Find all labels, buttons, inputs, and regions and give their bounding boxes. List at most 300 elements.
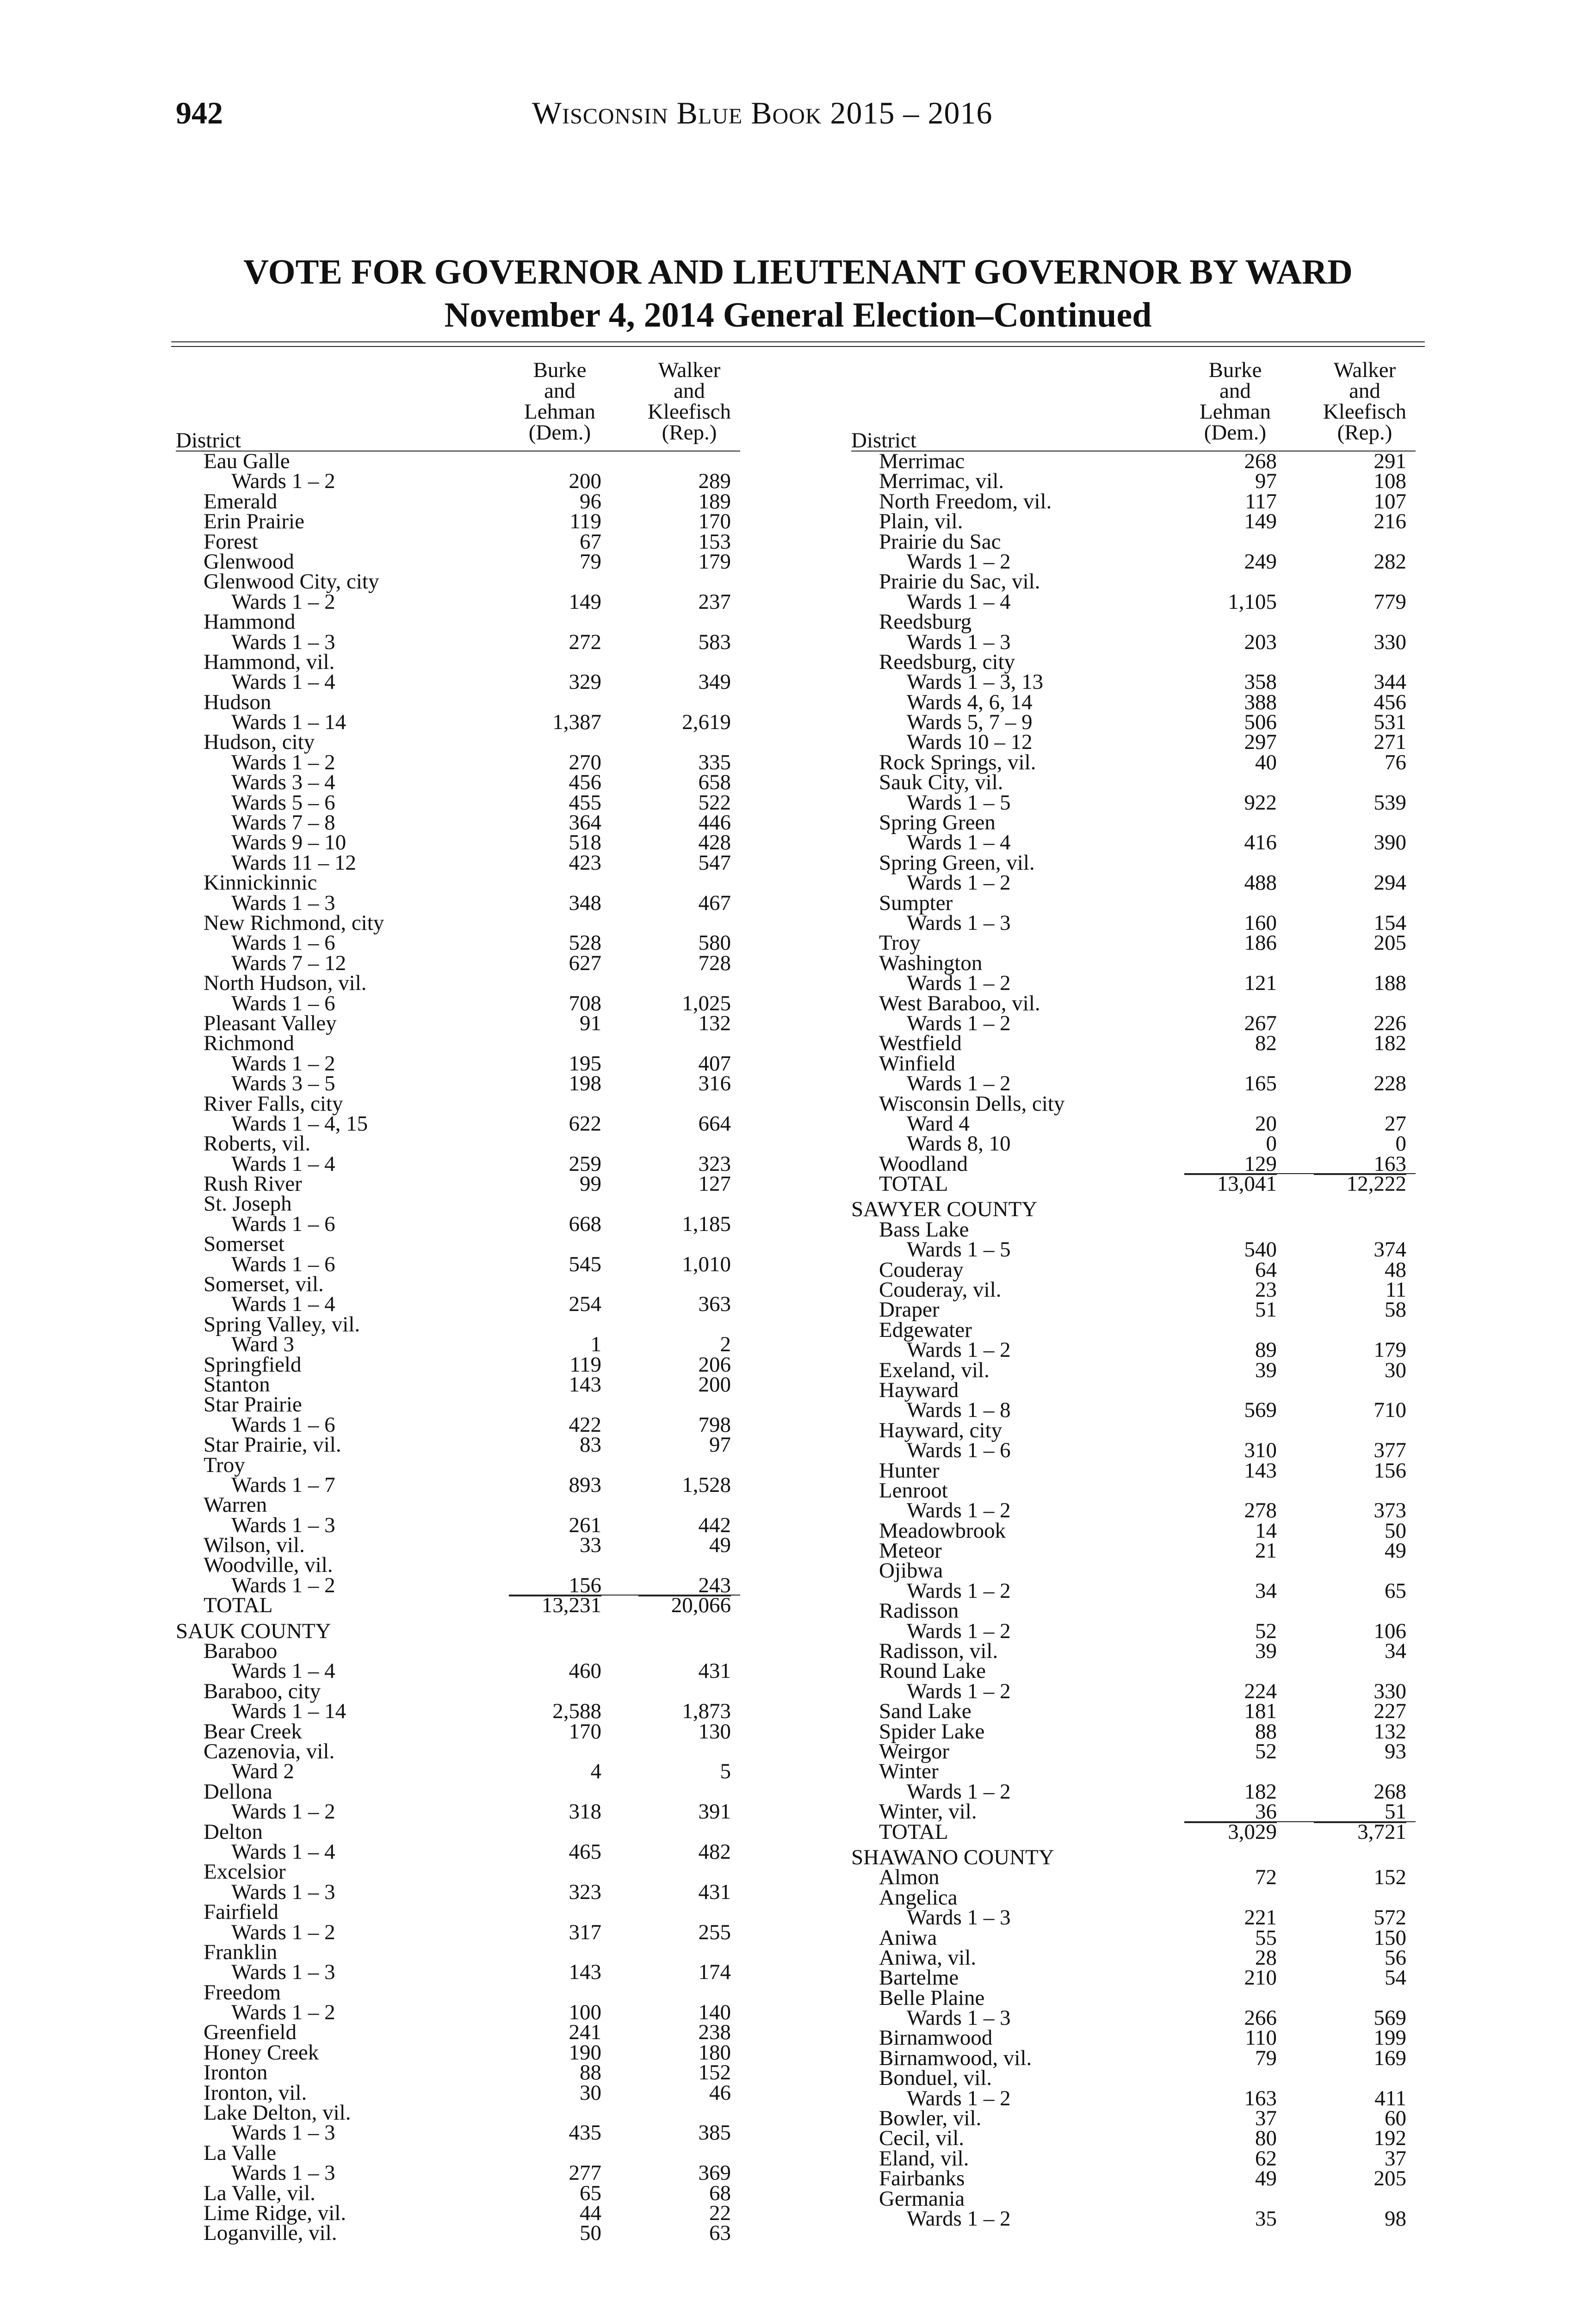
table-row [176,2020,763,2045]
district-name: Hammond, vil. [204,649,335,674]
rep-header-line: Kleefisch [1323,400,1407,424]
district-name: Wards 1 – 2 [907,1338,1011,1362]
dem-votes: 317 [569,1920,601,1944]
rep-votes: 369 [698,2161,731,2185]
district-name: Wisconsin Dells, city [879,1091,1065,1116]
district-heading [851,649,1439,674]
district-name: TOTAL [879,1172,948,1196]
district-name: Birnamwood [879,2026,993,2050]
district-name: Aniwa [879,1925,937,1950]
rep-votes: 243 [638,1576,731,1596]
table-row [851,509,1439,534]
rep-votes: 60 [1385,2106,1406,2131]
table-row [851,790,1439,815]
left-rows [176,451,763,2244]
district-name: Wards 1 – 5 [907,1237,1011,1262]
table-row [851,971,1439,996]
dem-votes: 44 [580,2201,601,2225]
district-name: Radisson, vil. [879,1639,998,1664]
district-name: Bowler, vil. [879,2106,982,2131]
district-name: Troy [879,931,921,955]
table-row [176,810,763,835]
rep-votes: 152 [698,2060,731,2085]
district-name: Sauk City, vil. [879,770,1003,795]
dem-votes: 261 [569,1513,601,1537]
rep-votes: 237 [698,589,731,614]
district-name: Kinnickinnic [204,871,317,895]
district-heading [851,893,1439,913]
district-name: Couderay [879,1257,964,1282]
rep-votes: 152 [1373,1865,1406,1890]
rep-votes: 2,619 [682,710,731,735]
dem-votes: 119 [569,509,601,534]
district-name: Glenwood City, city [204,569,379,594]
district-header: District [176,428,241,452]
rep-votes: 156 [1373,1458,1406,1483]
table-row [851,1621,1439,1641]
district-name: Meteor [879,1539,942,1563]
rep-votes: 227 [1373,1699,1406,1724]
dem-header [509,360,611,443]
total-row [176,1593,763,1618]
table-row [176,1372,763,1397]
dem-votes: 52 [1255,1739,1277,1763]
rep-votes: 48 [1385,1257,1406,1282]
table-row [851,1739,1439,1763]
dem-votes: 1,105 [1228,589,1277,614]
district-name: Wards 1 – 7 [231,1472,335,1497]
district-name: Spring Green, vil. [879,850,1035,875]
rep-votes: 140 [698,2000,731,2025]
district-heading [176,1819,763,1844]
dem-header-line: Burke [1208,358,1262,382]
dem-votes: 3,029 [1228,1819,1277,1844]
rep-votes: 583 [698,630,731,654]
district-name: Sand Lake [879,1699,971,1724]
rep-votes: 2 [720,1332,731,1357]
rep-votes: 569 [1373,2006,1406,2030]
dem-votes: 67 [580,529,601,554]
dem-votes: 62 [1255,2146,1277,2171]
table-row [176,933,763,953]
total-row [851,1819,1439,1844]
table-row [176,1759,763,1784]
dem-votes: 96 [580,489,601,513]
district-name: Bonduel, vil. [879,2066,992,2090]
rep-header [638,360,740,443]
district-name: Dellona [204,1779,272,1804]
title-rule-bottom [171,346,1425,347]
district-name: Spider Lake [879,1719,985,1744]
table-row [176,770,763,795]
district-name: Wards 1 – 3 [231,1513,335,1537]
rep-votes: 199 [1373,2026,1406,2050]
district-name: Westfield [879,1031,962,1056]
district-name: Bear Creek [204,1719,302,1744]
rep-votes: 289 [698,469,731,494]
table-row [851,2106,1439,2131]
table-row [176,991,763,1015]
dem-votes: 52 [1255,1619,1277,1643]
dem-votes: 39 [1255,1639,1277,1664]
rep-votes: 539 [1373,790,1406,815]
dem-votes: 119 [569,1352,601,1377]
district-name: Bartelme [879,1966,959,1990]
table-row [176,1573,763,1597]
dem-votes: 210 [1244,1966,1277,1990]
rep-votes: 188 [1373,971,1406,996]
rep-votes: 291 [1373,449,1406,473]
table-row [851,730,1439,755]
district-heading [176,690,763,714]
rep-votes: 442 [698,1513,731,1537]
table-row [176,1011,763,1035]
county-name: SHAWANO COUNTY [851,1845,1054,1869]
dem-header-line: Burke [533,358,587,382]
dem-votes: 13,231 [541,1593,601,1618]
dem-votes: 348 [569,891,601,915]
district-name: Somerset [204,1232,285,1256]
dem-header-line: (Dem.) [1204,421,1267,445]
district-heading [851,1759,1439,1784]
rep-votes: 572 [1373,1905,1406,1930]
dem-votes: 272 [569,630,601,654]
district-name: Ironton, vil. [204,2080,307,2105]
district-name: Troy [204,1453,245,1477]
district-name: Richmond [204,1031,294,1056]
district-name: Baraboo, city [204,1679,321,1703]
dem-votes: 259 [569,1151,601,1176]
rep-votes: 431 [698,1659,731,1683]
table-row [176,1533,763,1558]
district-name: Spring Green [879,810,996,835]
district-heading [851,1051,1439,1076]
table-row [176,1960,763,1985]
district-heading [176,971,763,996]
dem-votes: 267 [1244,1011,1277,1035]
rep-votes: 728 [698,951,731,975]
dem-votes: 190 [569,2040,601,2065]
table-row [851,1031,1439,1056]
district-name: Wards 1 – 6 [231,931,335,955]
district-name: Wards 7 – 12 [231,951,346,975]
dem-votes: 50 [580,2221,601,2245]
table-row [176,672,763,692]
rep-votes: 130 [698,1719,731,1744]
dem-votes: 35 [1255,2206,1277,2231]
dem-votes: 165 [1244,1071,1277,1096]
table-row [851,1340,1439,1360]
right-rows [851,451,1439,2229]
right-column [851,360,1439,2229]
dem-votes: 72 [1255,1865,1277,1890]
rep-votes: 54 [1385,1966,1406,1990]
district-name: Warren [204,1493,267,1517]
dem-votes: 117 [1245,489,1277,513]
rep-votes: 547 [698,850,731,875]
district-name: Woodville, vil. [204,1553,333,1577]
district-name: Fairbanks [879,2166,965,2191]
district-name: Wards 1 – 4 [231,1292,335,1317]
dem-votes: 627 [569,951,601,975]
rep-votes: 12,222 [1346,1172,1406,1196]
district-name: Somerset, vil. [204,1272,324,1297]
rep-votes: 98 [1385,2206,1406,2231]
dem-votes: 224 [1244,1679,1277,1703]
district-heading [176,1312,763,1336]
table-row [176,1292,763,1317]
dem-votes: 49 [1255,2166,1277,2191]
district-name: Reedsburg, city [879,649,1015,674]
table-row [176,1515,763,1535]
district-name: Rock Springs, vil. [879,750,1036,774]
rep-votes: 255 [698,1920,731,1944]
table-row [851,1498,1439,1523]
table-row [851,2206,1439,2231]
district-name: Winfield [879,1051,956,1076]
dem-votes: 310 [1244,1438,1277,1463]
district-name: River Falls, city [204,1091,343,1116]
district-heading [176,1234,763,1254]
rep-votes: 1,873 [682,1699,731,1724]
district-name: Wards 1 – 3 [907,2006,1011,2030]
dem-votes: 163 [1244,2086,1277,2110]
dem-votes: 668 [569,1212,601,1236]
district-name: Star Prairie, vil. [204,1433,341,1457]
rep-votes: 154 [1373,910,1406,935]
district-name: Star Prairie [204,1392,302,1417]
table-row [851,933,1439,953]
district-name: Wards 1 – 2 [231,2000,335,2025]
district-name: Wards 1 – 6 [231,1212,335,1236]
district-name: Almon [879,1865,940,1890]
district-heading [176,1779,763,1804]
district-name: Wards 1 – 14 [231,1699,346,1724]
page-title: VOTE FOR GOVERNOR AND LIEUTENANT GOVERNOR BY WARD [243,253,1353,291]
rep-votes: 11 [1385,1278,1406,1302]
rep-votes: 63 [709,2221,731,2245]
district-heading [176,1455,763,1475]
dem-votes: 455 [569,790,601,815]
dem-votes: 33 [580,1533,601,1558]
district-heading [176,2103,763,2123]
district-name: Winter [879,1759,939,1784]
rep-votes: 150 [1373,1925,1406,1950]
district-name: Cecil, vil. [879,2126,965,2151]
rep-votes: 373 [1373,1498,1406,1523]
rep-votes: 411 [1374,2086,1406,2110]
rep-votes: 93 [1385,1739,1406,1763]
table-row [851,1300,1439,1320]
dem-header-line: (Dem.) [528,421,591,445]
table-row [851,2166,1439,2191]
district-name: Ward 3 [231,1332,294,1357]
dem-votes: 329 [569,670,601,694]
district-name: North Freedom, vil. [879,489,1052,513]
district-name: Edgewater [879,1317,972,1342]
district-name: Wards 1 – 3 [907,1905,1011,1930]
district-name: Wards 7 – 8 [231,810,335,835]
district-name: Wards 1 – 3, 13 [907,670,1044,694]
table-row [176,953,763,973]
table-row [176,1111,763,1136]
page-number: 942 [176,95,223,130]
table-row [851,1111,1439,1136]
rep-votes: 446 [698,810,731,835]
district-name: Loganville, vil. [204,2221,337,2245]
rep-votes: 179 [1373,1338,1406,1362]
table-row [176,1214,763,1234]
table-row [851,1358,1439,1382]
district-name: North Hudson, vil. [204,971,367,996]
district-name: Wards 1 – 8 [907,1398,1011,1422]
table-row [851,1968,1439,1988]
rep-votes: 664 [698,1111,731,1136]
dem-votes: 569 [1244,1398,1277,1422]
district-heading [851,1217,1439,1242]
district-name: Wards 1 – 6 [231,1252,335,1276]
rep-votes: 153 [698,529,731,554]
rep-votes: 374 [1373,1237,1406,1262]
table-row [851,451,1439,471]
table-row [176,1699,763,1724]
district-name: Wards 1 – 6 [907,1438,1011,1463]
district-name: Wards 1 – 2 [907,971,1011,996]
district-name: Lake Delton, vil. [204,2101,351,2125]
rep-votes: 68 [709,2181,731,2205]
table-row [851,1134,1439,1154]
dem-votes: 20 [1255,1111,1277,1136]
district-name: Plain, vil. [879,509,963,534]
dem-votes: 893 [569,1472,601,1497]
dem-votes: 270 [569,750,601,774]
dem-votes: 358 [1244,670,1277,694]
rep-votes: 779 [1373,589,1406,614]
district-name: Bass Lake [879,1217,969,1242]
district-name: Germania [879,2186,965,2211]
rep-votes: 174 [698,1960,731,1985]
rep-votes: 377 [1373,1438,1406,1463]
dem-votes: 435 [569,2121,601,2145]
rep-header-line: Walker [1333,358,1396,382]
dem-votes: 506 [1244,710,1277,735]
district-heading [176,1194,763,1214]
rep-votes: 108 [1373,469,1406,494]
district-name: Hunter [879,1458,940,1483]
district-heading [176,1031,763,1056]
rep-votes: 27 [1385,1111,1406,1136]
table-row [851,1699,1439,1724]
dem-votes: 4 [590,1759,601,1784]
rep-votes: 50 [1385,1518,1406,1543]
table-row [176,1435,763,1455]
dem-votes: 528 [569,931,601,955]
district-name: Wards 1 – 3 [231,2161,335,2185]
rep-votes: 226 [1373,1011,1406,1035]
district-heading [851,1558,1439,1583]
dem-votes: 110 [1245,2026,1277,2050]
district-name: Wilson, vil. [204,1533,305,1558]
table-row [851,2086,1439,2110]
district-name: Wards 1 – 3 [907,910,1011,935]
table-row [851,1679,1439,1703]
district-name: Wards 1 – 3 [231,1880,335,1904]
table-row [176,1071,763,1096]
table-row [851,1280,1439,1300]
district-name: Forest [204,529,258,554]
district-name: Greenfield [204,2020,297,2045]
district-name: Merrimac [879,449,965,473]
rep-votes: 34 [1385,1639,1406,1664]
dem-votes: 545 [569,1252,601,1276]
table-row [851,1458,1439,1483]
dem-votes: 708 [569,991,601,1015]
dem-votes: 97 [1255,469,1277,494]
table-row [851,1071,1439,1096]
district-name: Hudson, city [204,730,315,755]
table-row [176,1472,763,1497]
rep-votes: 76 [1385,750,1406,774]
district-name: Delton [204,1819,263,1844]
rep-votes: 0 [1395,1132,1406,1156]
table-row [176,1412,763,1437]
district-heading [851,1985,1439,2010]
rep-votes: 344 [1373,670,1406,694]
district-name: Wards 5, 7 – 9 [907,710,1033,735]
table-row [176,549,763,574]
table-row [851,2028,1439,2048]
district-name: Wards 1 – 3 [231,2121,335,2145]
dem-votes: 170 [569,1719,601,1744]
district-name: Wards 9 – 10 [231,830,346,855]
dem-votes: 79 [580,549,601,574]
dem-votes: 200 [569,469,601,494]
district-heading [851,953,1439,973]
table-row [851,690,1439,714]
table-row [176,1352,763,1377]
district-name: La Valle, vil. [204,2181,315,2205]
rep-votes: 3,721 [1357,1819,1406,1844]
dem-header-line: and [1219,379,1251,403]
rep-votes: 132 [698,1011,731,1035]
county-heading [176,1621,763,1641]
dem-votes: 160 [1244,910,1277,935]
table-row [176,750,763,774]
rep-header-line: and [1349,379,1380,403]
dem-votes: 182 [1244,1779,1277,1804]
district-name: Baraboo [204,1639,278,1664]
rep-votes: 467 [698,891,731,915]
district-heading [851,1661,1439,1681]
district-name: Wards 1 – 2 [231,1800,335,1824]
district-name: Wards 3 – 4 [231,770,335,795]
total-row [851,1174,1439,1194]
rep-votes: 431 [698,1880,731,1904]
district-name: Sumpter [879,891,953,915]
district-name: Erin Prairie [204,509,304,534]
district-heading [851,529,1439,554]
table-row [176,589,763,614]
district-name: Eland, vil. [879,2146,969,2171]
district-name: Wards 4, 6, 14 [907,690,1033,714]
rep-votes: 46 [709,2080,731,2105]
district-name: Woodland [879,1151,968,1176]
dem-votes: 149 [569,589,601,614]
rep-votes: 268 [1373,1779,1406,1804]
table-row [851,549,1439,574]
rep-votes: 51 [1314,1802,1406,1823]
dem-votes: 518 [569,830,601,855]
